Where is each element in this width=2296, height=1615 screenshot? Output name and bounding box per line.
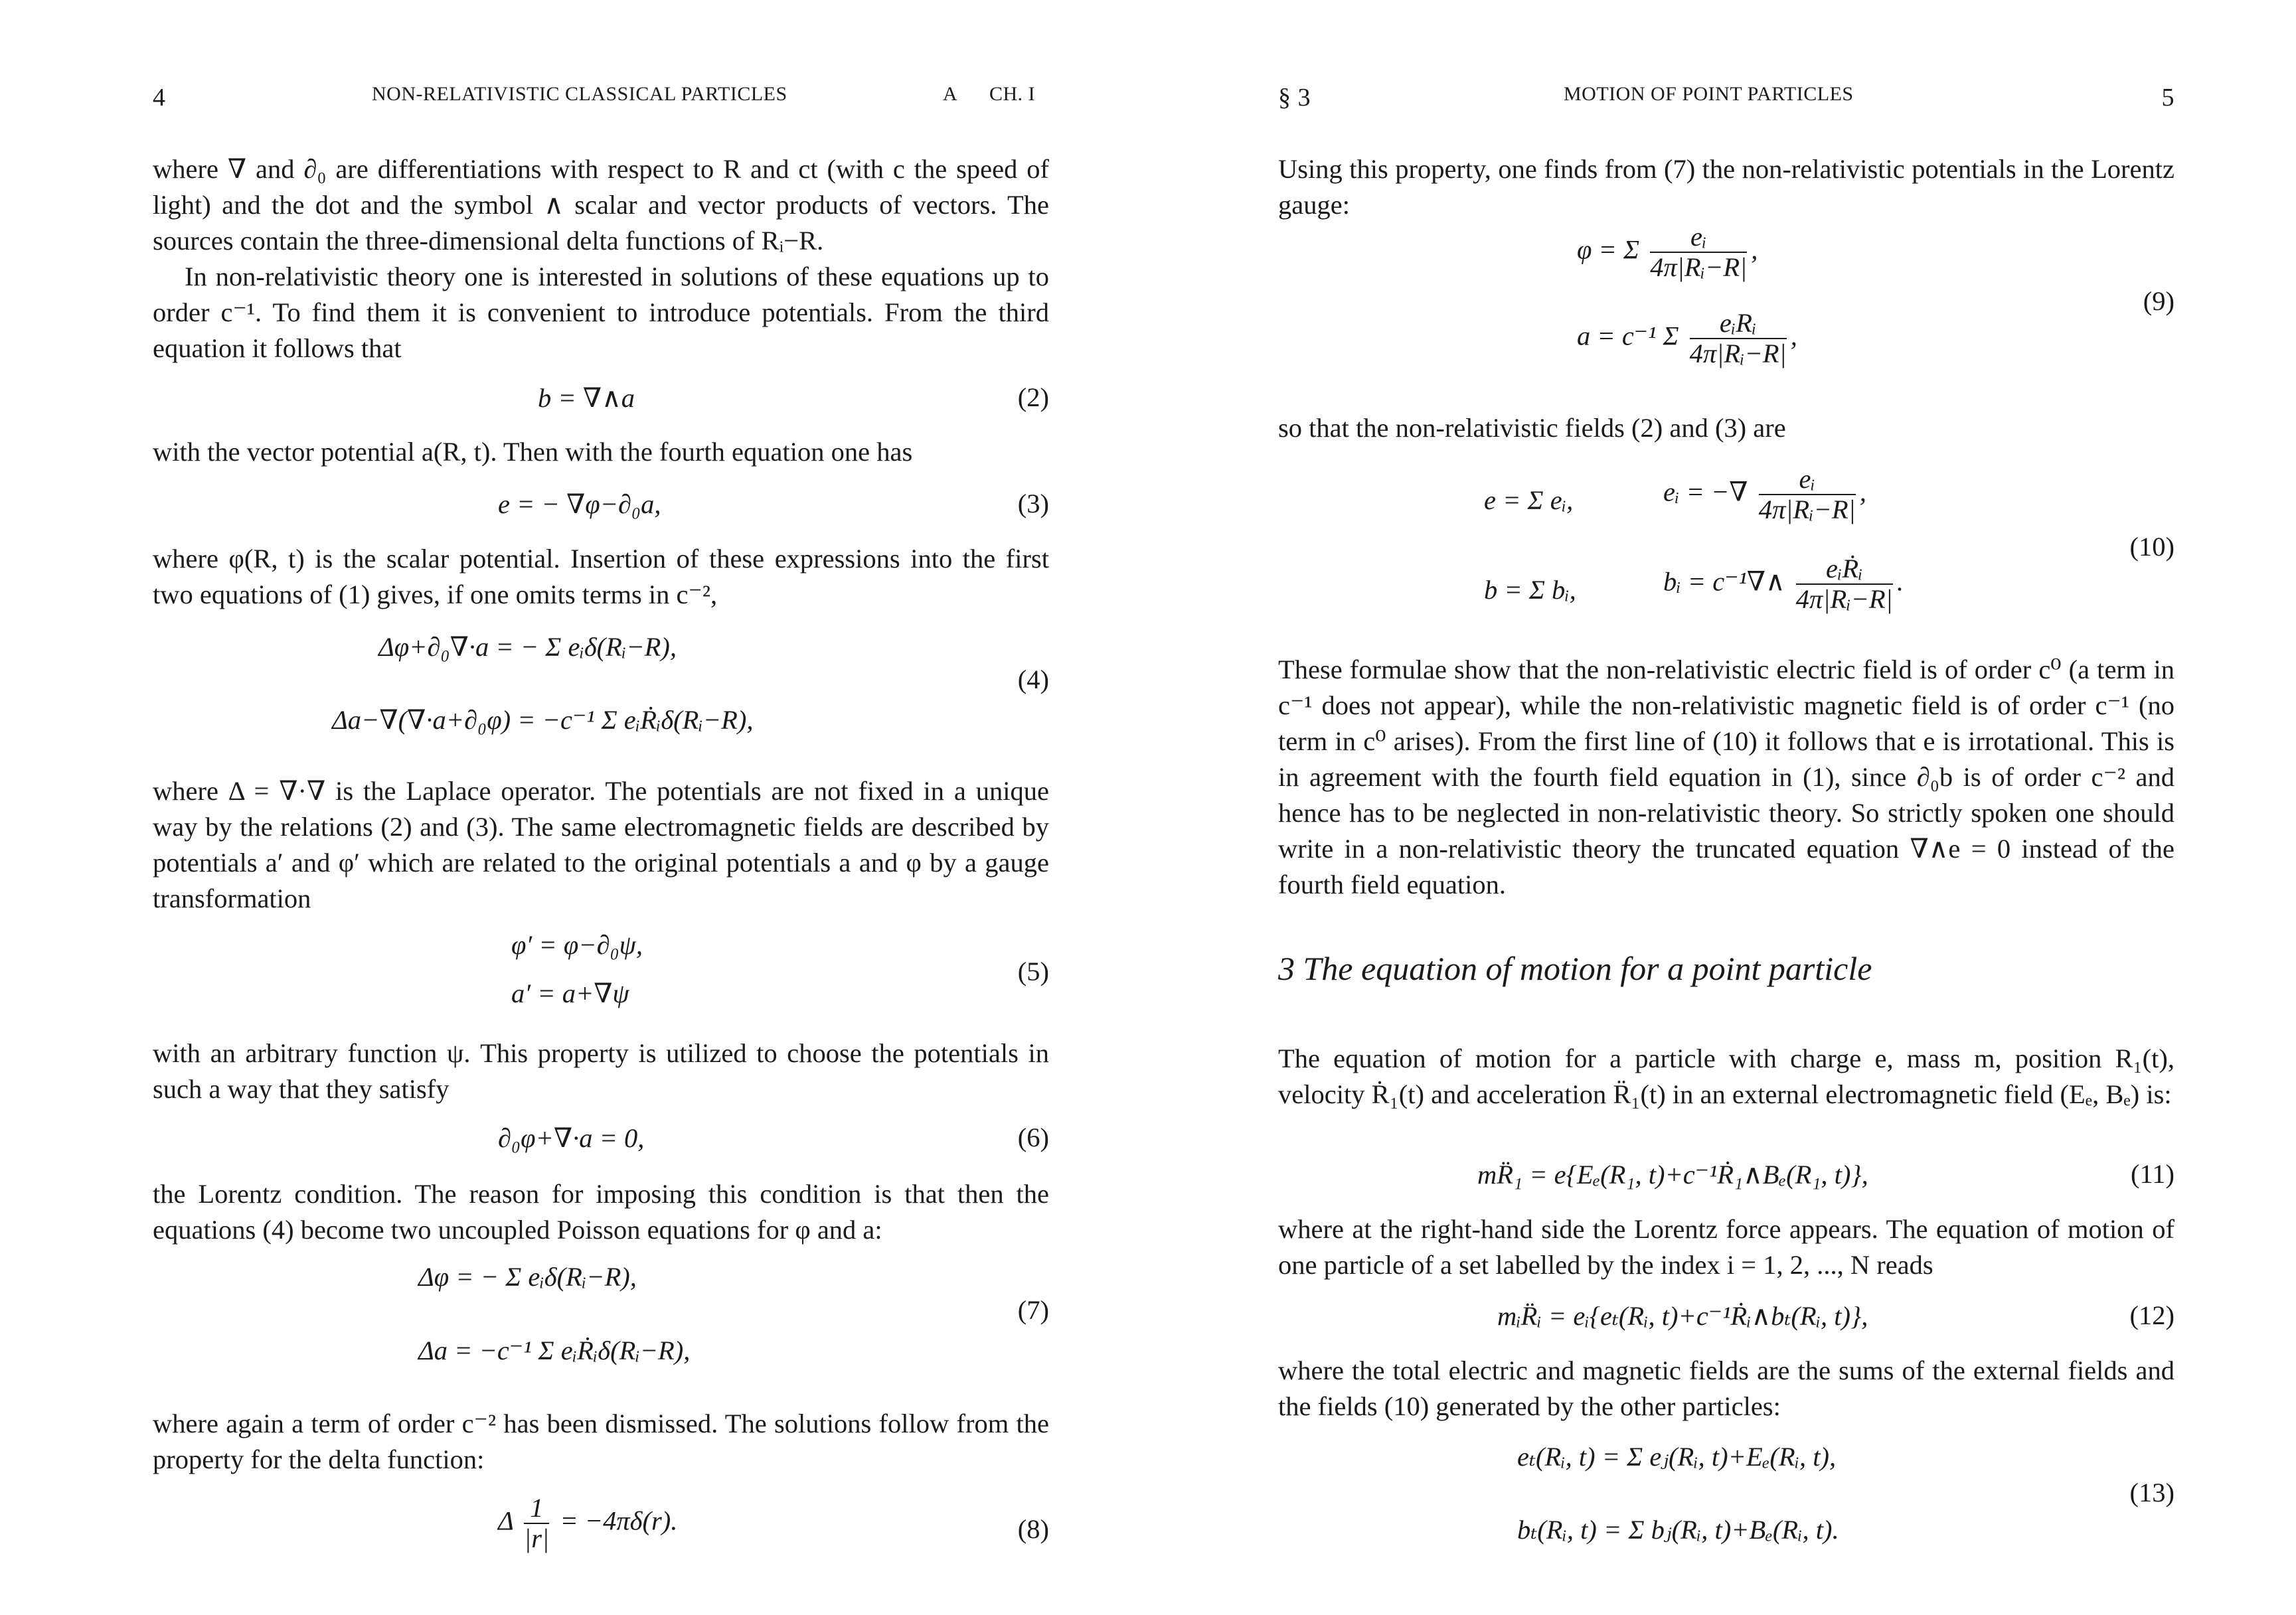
equation-7: Δφ = − Σ eᵢδ(Rᵢ−R), Δa = −c⁻¹ Σ eᵢṘᵢδ(Rᵢ−R), (7)	[418, 1262, 1049, 1365]
equation-13: eₜ(Rᵢ, t) = Σ eⱼ(Rᵢ, t)+Eₑ(Rᵢ, t), bₜ(Rᵢ, t) = Σ bⱼ(Rᵢ, t)+Bₑ(Rᵢ, t). (13)	[1517, 1442, 2174, 1545]
right-running-title: MOTION OF POINT PARTICLES	[1564, 83, 1854, 105]
equation-5: φ′ = φ−∂₀ψ, a′ = a+∇ψ (5)	[511, 930, 1049, 1008]
right-page	[1278, 0, 2174, 1615]
left-paragraph-8: where again a term of order c⁻² has been dismissed. The solutions follow from the property for the delta function:	[153, 1409, 1049, 1474]
left-paragraph-1: where ∇ and ∂₀ are differentiations with respect to R and ct (with c the speed of light) and the dot and the symbol ∧ scalar and vector products of vectors. The sources contain the three-dimensional delta functions of Rᵢ−R. In non-relativistic theory one is interested in solutions of these equations up to order c⁻¹. To find them it is convenient to introduce potentials. From the third equation it follows that	[153, 154, 1049, 363]
section-heading: 3 The equation of motion for a point particle	[1278, 950, 1872, 987]
right-paragraph-5: where at the right-hand side the Lorentz force appears. The equation of motion of one particle of a set labelled by the index i = 1, 2, ..., N reads	[1278, 1214, 2174, 1280]
right-section-mark: § 3	[1278, 84, 1311, 112]
left-running-title: NON-RELATIVISTIC CLASSICAL PARTICLES	[372, 83, 787, 105]
left-paragraph-6: with an arbitrary function ψ. This property is utilized to choose the potentials in such a way that they satisfy	[153, 1038, 1049, 1104]
left-page-number: 4	[153, 84, 166, 112]
right-paragraph-3: These formulae show that the non-relativistic electric field is of order c⁰ (a term in c⁻¹ does not appear), while the non-relativistic magnetic field is of order c⁻¹ (no term in c⁰ arises). From the first line of (10) it follows that e is irrotational. This is in agreement with the fourth field equation in (1), since ∂₀b is of order c⁻² and hence has to be neglected in non-relativistic theory. So strictly spoken one should write in a non-relativistic theory the truncated equation ∇∧e = 0 instead of the fourth field equation.	[1278, 654, 2174, 899]
left-paragraph-3: with the vector potential a(R, t). Then with the fourth equation one has	[153, 437, 913, 467]
equation-8: Δ $\frac{1}{|r|}$ = −4πδ(r). (8)	[498, 1493, 1049, 1553]
left-paragraph-7: the Lorentz condition. The reason for imposing this condition is that then the equations (4) become two uncoupled Poisson equations for φ and a:	[153, 1179, 1049, 1245]
left-running-chapter: CH. I	[989, 83, 1036, 105]
left-running-part: A	[943, 83, 958, 105]
right-paragraph-2: so that the non-relativistic fields (2) and (3) are	[1278, 413, 1786, 443]
equation-12: mᵢR̈ᵢ = eᵢ{eₜ(Rᵢ, t)+c⁻¹Ṙᵢ∧bₜ(Rᵢ, t)}, (12)	[1497, 1300, 2174, 1331]
equation-2: b = ∇∧a (2)	[538, 382, 1049, 413]
left-paragraph-4: where φ(R, t) is the scalar potential. Insertion of these expressions into the first two equations of (1) gives, if one omits terms in c⁻²,	[153, 544, 1049, 609]
left-running-head	[153, 83, 1049, 116]
equation-10: e = Σ eᵢ, eᵢ = −∇ $\frac{\text{eᵢ}}{\text{4π|Rᵢ−R|}}$ , b = Σ bᵢ, bᵢ = c⁻¹∇∧ $\frac{\text{eᵢṘᵢ}}{\text{4π|Rᵢ−R|}}$ . (10)	[1484, 464, 2174, 614]
right-paragraph-1: Using this property, one finds from (7) the non-relativistic potentials in the Lorentz gauge:	[1278, 154, 2174, 220]
equation-3: e = − ∇φ−∂₀a, (3)	[498, 489, 1049, 519]
right-paragraph-4: The equation of motion for a particle with charge e, mass m, position R₁(t), velocity Ṙ₁(t) and acceleration R̈₁(t) in an external electromagnetic field (Eₑ, Bₑ) is:	[1278, 1043, 2174, 1109]
equation-4: Δφ+∂₀∇·a = − Σ eᵢδ(Rᵢ−R), Δa−∇(∇·a+∂₀φ) = −c⁻¹ Σ eᵢṘᵢδ(Rᵢ−R), (4)	[332, 632, 1049, 735]
left-page	[153, 0, 1049, 1615]
equation-6: ∂₀φ+∇·a = 0, (6)	[498, 1122, 1049, 1153]
right-paragraph-6: where the total electric and magnetic fields are the sums of the external fields and the fields (10) generated by the other particles:	[1278, 1355, 2174, 1421]
equation-11: mR̈₁ = e{Eₑ(R₁, t)+c⁻¹Ṙ₁∧Bₑ(R₁, t)}, (11)	[1477, 1159, 2174, 1190]
left-paragraph-5: where Δ = ∇·∇ is the Laplace operator. The potentials are not fixed in a unique way by the relations (2) and (3). The same electromagnetic fields are described by potentials a′ and φ′ which are related to the original potentials a and φ by a gauge transformation	[153, 776, 1049, 913]
equation-9: φ = Σ $\frac{\text{eᵢ}}{\text{4π|Rᵢ−R|}}$ , a = c⁻¹ Σ $\frac{\text{eᵢRᵢ}}{\text{4π|Rᵢ−R|}}$ , (9)	[1577, 222, 2174, 368]
right-page-number: 5	[2161, 84, 2174, 112]
right-running-head	[1278, 83, 2174, 116]
